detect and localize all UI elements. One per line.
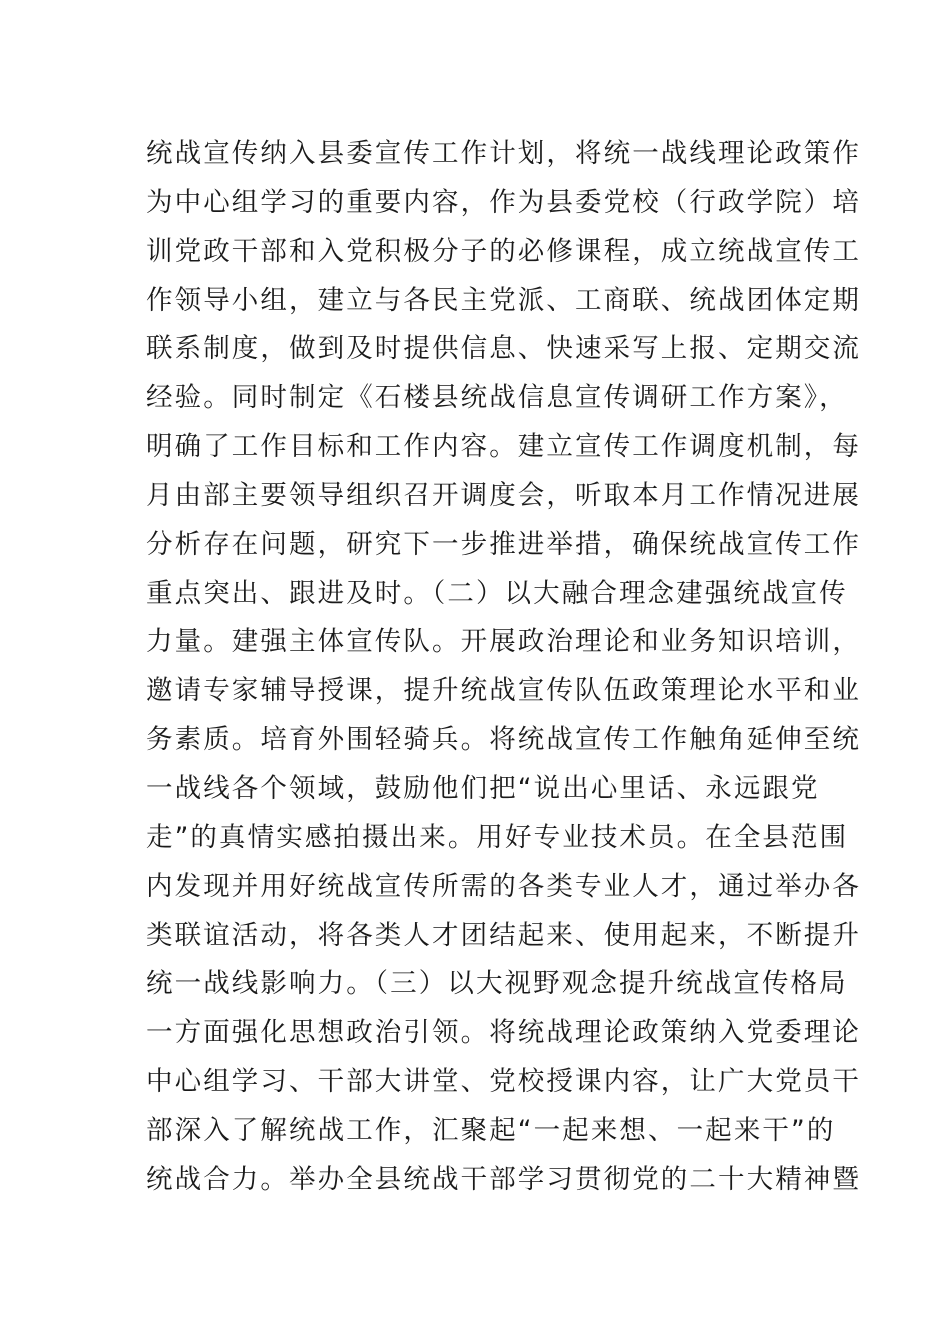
text-line-20: 中心组学习、干部大讲堂、党校授课内容，让广大党员干 <box>146 1066 861 1098</box>
text-line-7: 明确了工作目标和工作内容。建立宣传工作调度机制，每 <box>146 431 861 463</box>
text-line-21: 部深入了解统战工作，汇聚起“一起来想、一起来干”的 <box>146 1114 836 1146</box>
text-line-18: 统一战线影响力。（三）以大视野观念提升统战宣传格局 <box>146 968 848 1000</box>
text-line-13: 务素质。培育外围轻骑兵。将统战宣传工作触角延伸至统 <box>146 724 861 756</box>
text-line-2: 为中心组学习的重要内容，作为县委党校（行政学院）培 <box>146 186 861 218</box>
text-line-22: 统战合力。举办全县统战干部学习贯彻党的二十大精神暨 <box>146 1163 861 1195</box>
text-line-8: 月由部主要领导组织召开调度会，听取本月工作情况进展 <box>146 479 861 511</box>
text-line-3: 训党政干部和入党积极分子的必修课程，成立统战宣传工 <box>146 235 861 267</box>
text-line-17: 类联谊活动，将各类人才团结起来、使用起来，不断提升 <box>146 919 861 951</box>
text-line-15: 走”的真情实感拍摄出来。用好专业技术员。在全县范围 <box>146 821 849 853</box>
text-line-9: 分析存在问题，研究下一步推进举措，确保统战宣传工作 <box>146 528 861 560</box>
text-line-6: 经验。同时制定《石楼县统战信息宣传调研工作方案》， <box>146 382 848 414</box>
text-line-4: 作领导小组，建立与各民主党派、工商联、统战团体定期 <box>146 284 861 316</box>
text-line-11: 力量。建强主体宣传队。开展政治理论和业务知识培训， <box>146 626 861 658</box>
text-line-14: 一战线各个领域，鼓励他们把“说出心里话、永远跟党 <box>146 772 820 804</box>
text-line-10: 重点突出、跟进及时。（二）以大融合理念建强统战宣传 <box>146 577 848 609</box>
text-line-12: 邀请专家辅导授课，提升统战宣传队伍政策理论水平和业 <box>146 675 861 707</box>
text-line-16: 内发现并用好统战宣传所需的各类专业人才，通过举办各 <box>146 870 861 902</box>
text-line-5: 联系制度，做到及时提供信息、快速采写上报、定期交流 <box>146 333 861 365</box>
text-line-19: 一方面强化思想政治引领。将统战理论政策纳入党委理论 <box>146 1017 861 1049</box>
body-text <box>146 130 861 1205</box>
text-line-1: 统战宣传纳入县委宣传工作计划，将统一战线理论政策作 <box>146 138 861 169</box>
